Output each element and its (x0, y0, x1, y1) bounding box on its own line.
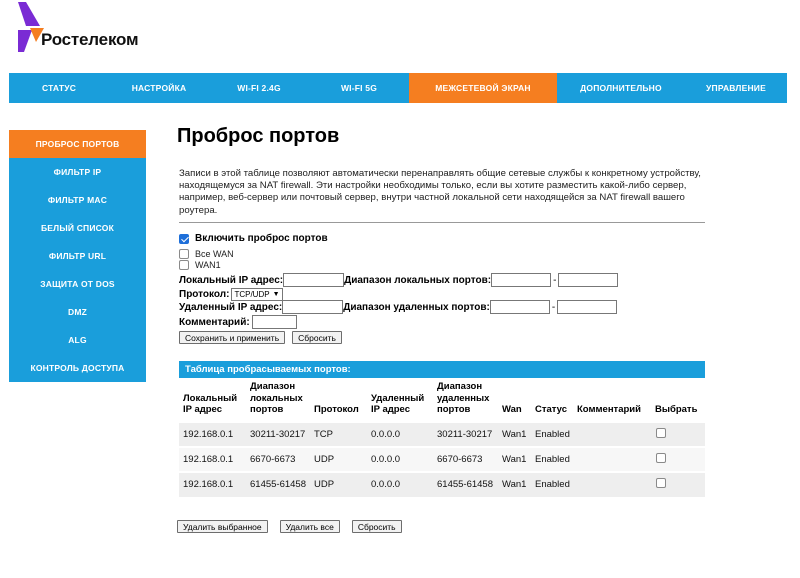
port-forwarding-table (179, 381, 705, 497)
cell-local-ports: 61455-61458 (246, 472, 310, 497)
comment-label: Комментарий: (179, 316, 250, 328)
top-nav (9, 73, 787, 103)
cell-select (651, 422, 705, 447)
brand-name: Ростелеком (41, 30, 139, 49)
comment-input[interactable] (252, 315, 297, 329)
col-comment: Комментарий (577, 404, 641, 415)
cell-status: Enabled (531, 422, 573, 447)
cell-remote-ip: 0.0.0.0 (367, 447, 433, 472)
cell-local-ip: 192.168.0.1 (179, 422, 246, 447)
sidebar-item-port-forwarding[interactable]: ПРОБРОС ПОРТОВ (9, 130, 146, 158)
cell-protocol: UDP (310, 447, 367, 472)
col-remote-ip: Удаленный IP адрес (371, 392, 425, 415)
cell-select (651, 447, 705, 472)
sidebar-item-whitelist[interactable]: БЕЛЫЙ СПИСОК (40, 223, 115, 233)
wan1-option (179, 260, 221, 270)
wan1-checkbox[interactable] (179, 260, 189, 270)
col-local-ports: Диапазон локальных портов (250, 381, 303, 415)
table-row (179, 472, 705, 497)
cell-comment (573, 447, 651, 472)
row-select-checkbox[interactable] (656, 428, 666, 438)
local-port-from-input[interactable] (491, 273, 551, 287)
sidebar-item-dmz[interactable]: DMZ (67, 307, 87, 317)
remote-port-from-input[interactable] (490, 300, 550, 314)
remote-port-to-input[interactable] (557, 300, 617, 314)
cell-comment (573, 422, 651, 447)
table-row (179, 447, 705, 472)
remote-ip-label: Удаленный IP адрес: (179, 301, 283, 313)
sidebar-item-ip-filter[interactable]: ФИЛЬТР IP (53, 167, 102, 177)
wan1-label: WAN1 (195, 260, 221, 270)
cell-local-ports: 30211-30217 (246, 422, 310, 447)
cell-remote-ports: 30211-30217 (433, 422, 498, 447)
enable-port-forwarding-row (179, 233, 328, 244)
cell-comment (573, 472, 651, 497)
nav-settings[interactable]: НАСТРОЙКА (131, 83, 187, 93)
table-row (179, 422, 705, 447)
col-wan: Wan (502, 404, 522, 415)
cell-local-ports: 6670-6673 (246, 447, 310, 472)
enable-port-forwarding-checkbox[interactable] (179, 234, 189, 244)
col-local-ip: Локальный IP адрес (183, 392, 238, 415)
cell-status: Enabled (531, 472, 573, 497)
cell-remote-ip: 0.0.0.0 (367, 472, 433, 497)
cell-select (651, 472, 705, 497)
local-port-dash: - (553, 274, 557, 286)
sidebar-item-url-filter[interactable]: ФИЛЬТР URL (48, 251, 107, 261)
nav-firewall[interactable]: МЕЖСЕТЕВОЙ ЭКРАН (409, 73, 557, 103)
nav-status[interactable]: СТАТУС (41, 83, 77, 93)
table-title: Таблица пробрасываемых портов: (179, 361, 705, 378)
sidebar-item-access-control[interactable]: КОНТРОЛЬ ДОСТУПА (30, 363, 125, 373)
cell-wan: Wan1 (498, 447, 531, 472)
local-ip-label: Локальный IP адрес: (179, 274, 284, 286)
comment-row (179, 315, 297, 329)
nav-management[interactable]: УПРАВЛЕНИЕ (706, 83, 766, 93)
nav-advanced[interactable]: ДОПОЛНИТЕЛЬНО (580, 83, 662, 93)
page-title: Проброс портов (177, 125, 340, 147)
cell-local-ip: 192.168.0.1 (179, 447, 246, 472)
cell-protocol: TCP (310, 422, 367, 447)
protocol-select-value: TCP/UDP (234, 290, 270, 299)
local-ports-label: Диапазон локальных портов: (344, 274, 492, 286)
nav-wifi-5[interactable]: WI-FI 5G (340, 83, 378, 93)
cell-remote-ports: 6670-6673 (433, 447, 498, 472)
cell-wan: Wan1 (498, 472, 531, 497)
local-ip-input[interactable] (283, 273, 344, 287)
cell-wan: Wan1 (498, 422, 531, 447)
all-wan-checkbox[interactable] (179, 249, 189, 259)
divider (179, 222, 705, 223)
cell-remote-ip: 0.0.0.0 (367, 422, 433, 447)
delete-all-button[interactable]: Удалить все (280, 520, 340, 533)
col-protocol: Протокол (314, 404, 359, 415)
sidebar (9, 130, 146, 382)
cell-local-ip: 192.168.0.1 (179, 472, 246, 497)
save-apply-button[interactable]: Сохранить и применить (179, 331, 285, 344)
sidebar-item-mac-filter[interactable]: ФИЛЬТР MAC (47, 195, 108, 205)
form-reset-button[interactable]: Сбросить (292, 331, 342, 344)
local-row (179, 273, 618, 287)
sidebar-item-dos-protection[interactable]: ЗАЩИТА ОТ DOS (40, 279, 115, 289)
col-select: Выбрать (655, 404, 698, 415)
table-header-row (179, 381, 705, 422)
brand-logo (16, 2, 176, 54)
delete-selected-button[interactable]: Удалить выбранное (177, 520, 268, 533)
col-remote-ports: Диапазон удаленных портов (437, 381, 490, 415)
cell-status: Enabled (531, 447, 573, 472)
remote-ip-input[interactable] (282, 300, 343, 314)
form-buttons (179, 331, 342, 344)
row-select-checkbox[interactable] (656, 453, 666, 463)
enable-port-forwarding-label: Включить проброс портов (195, 233, 328, 244)
main-content (177, 125, 709, 532)
remote-port-dash: - (551, 301, 556, 313)
local-port-to-input[interactable] (558, 273, 618, 287)
table-buttons (177, 520, 402, 533)
all-wan-option (179, 249, 234, 259)
remote-row (179, 300, 617, 314)
remote-ports-label: Диапазон удаленных портов: (343, 301, 490, 313)
chevron-down-icon: ▼ (272, 291, 280, 298)
cell-protocol: UDP (310, 472, 367, 497)
table-reset-button[interactable]: Сбросить (352, 520, 402, 533)
page-description: Записи в этой таблице позволяют автоматически перенаправлять общие сетевые службы к конкретному устройству, находящемуся за NAT firewall. Эти настройки необходимы только, если вы хотите разместить какой-либо сервер, например, веб-сервер или почтовый сервер, внутри частной локальной сети находящейся за NAT firewall вашего роутера. (179, 168, 701, 216)
all-wan-label: Все WAN (195, 249, 234, 259)
protocol-label: Протокол: (179, 289, 230, 300)
cell-remote-ports: 61455-61458 (433, 472, 498, 497)
row-select-checkbox[interactable] (656, 478, 666, 488)
sidebar-item-alg[interactable]: ALG (68, 335, 87, 345)
nav-wifi-24[interactable]: WI-FI 2.4G (237, 83, 281, 93)
col-status: Статус (535, 404, 568, 415)
